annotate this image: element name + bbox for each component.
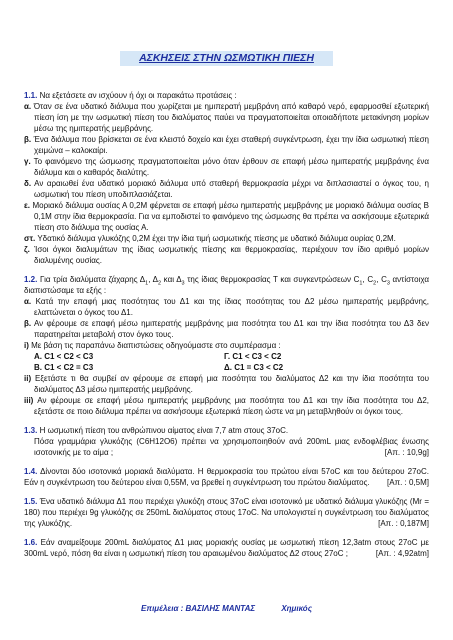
exercise-number: 1.6. — [24, 538, 38, 547]
sub-question: ii) Εξετάστε τι θα συμβεί αν φέρουμε σε επαφή μια ποσότητα του διαλύματος Δ2 και την ίδια ποσότητα του διαλύματος Δ3 μέσω ημιπερατής μεμβράνης. — [24, 374, 429, 394]
option-b: Β. C1 < C2 = C3 — [34, 363, 94, 372]
statement-item: α. Κατά την επαφή μιας ποσότητας του Δ1 και της ίδιας ποσότητας του Δ2 μέσω ημιπερατής μεμβράνης, ελαττώνεται ο όγκος του Δ1. — [24, 297, 429, 317]
answer-options-row — [24, 351, 429, 362]
statement-item: στ. Υδατικό διάλυμα γλυκόζης 0,2Μ έχει την ίδια τιμή ωσμωτικής πίεσης με υδατικό διάλυμα ουρίας 0,2Μ. — [24, 234, 396, 243]
answer-options-row — [24, 362, 429, 373]
exercise-1-3: 1.3. Η ωσμωτική πίεση του ανθρώπινου αίματος είναι 7,7 atm στους 37oC. Πόσα γραμμάρια γλυκόζης (C6H12O6) πρέπει να χρησιμοποιηθούν ανά 200mL μιας ενδοφλέβιας ένωσης ισοτονικής με το αίμα ; [Απ. : 10,9g] — [24, 426, 429, 457]
footer-author: Επιμέλεια : ΒΑΣΙΛΗΣ ΜΑΝΤΑΣ — [141, 604, 256, 613]
exercise-number: 1.1. — [24, 91, 38, 100]
statement-item: ζ. Ίσοι όγκοι διαλυμάτων της ίδιας ωσμωτικής πίεσης και θερμοκρασίας, περιέχουν τον ίδιο αριθμό μορίων διαλυμένης ουσίας. — [24, 245, 429, 265]
answer-text: [Απ. : 10,9g] — [384, 448, 429, 457]
exercise-1-4: 1.4. Δίνονται δύο ισοτονικά μοριακά διαλύματα. Η θερμοκρασία του πρώτου είναι 57oC και του δεύτερου 27oC. Εάν η συγκέντρωση του δεύτερου είναι 0,55Μ, να βρεθεί η συγκέντρωση του πρώτου διαλύματος. [Απ. : 0,5Μ] — [24, 467, 430, 487]
answer-text: [Απ. : 4,92atm] — [375, 549, 429, 558]
exercise-prompt: 1.2. Για τρία διαλύματα ζάχαρης $\Delta_1$, $\Delta_2$ και $\Delta_3$ της ίδιας θερμοκρασίας Τ και συγκεντρώσεων $C_1$, $C_2$, $C_3$ αντίστοιχα διαπιστώσαμε τα εξής : — [24, 275, 429, 295]
statement-item: δ. Αν αραιωθεί ένα υδατικό μοριακό διάλυμα υπό σταθερή θερμοκρασία μέχρι να διπλασιαστεί ο όγκος του, η ωσμωτική του πίεση υποδιπλασιάζεται. — [24, 179, 430, 199]
option-d: Δ. C1 = C3 < C2 — [224, 363, 284, 372]
exercise-number: 1.5. — [24, 497, 38, 506]
option-a: Α. C1 < C2 < C3 — [34, 352, 94, 361]
exercise-1-1 — [24, 90, 429, 266]
exercise-1-6: 1.6. Εάν αναμείξουμε 200mL διαλύματος Δ1 μιας μοριακής ουσίας με ωσμωτική πίεση 12,3atm στους 27oC με 300mL νερό, πόση θα είναι η ωσμωτική πίεση του αραιωμένου διαλύματος Δ2 στους 27oC ; [Απ. : 4,92atm] — [24, 538, 429, 558]
footer-role: Χημικός — [281, 604, 312, 613]
statement-item: β. Ένα διάλυμα που βρίσκεται σε ένα κλειστό δοχείο και έχει σταθερή συγκέντρωση, έχει την ίδια ωσμωτική πίεση χειμώνα – καλοκαίρι. — [24, 135, 429, 155]
answer-text: [Απ. : 0,187Μ] — [378, 519, 429, 528]
statement-item: β. Αν φέρουμε σε επαφή μέσω ημιπερατής μεμβράνης μια ποσότητα του Δ1 και την ίδια ποσότητα του Δ3 δεν παρατηρείται μεταβολή στον όγκο τους. — [24, 319, 430, 339]
exercise-number: 1.3. — [24, 426, 38, 435]
exercise-prompt: Να εξετάσετε αν ισχύουν ή όχι οι παρακάτω προτάσεις : — [39, 91, 237, 100]
statement-item: α. Όταν σε ένα υδατικό διάλυμα που χωρίζεται με ημιπερατή μεμβράνη από καθαρό νερό, εφαρμοσθεί εξωτερική πίεση ίση με την ωσμωτική πίεση του διαλύματος παύει να πραγματοποιείται οποιαδήποτε μετακίνηση μορίων μέσω της ημιπερατής μεμβράνης. — [24, 102, 429, 133]
exercise-1-2 — [24, 274, 429, 417]
answer-text: [Απ. : 0,5Μ] — [387, 478, 429, 487]
statement-item: ε. Μοριακό διάλυμα ουσίας Α 0,2Μ φέρνεται σε επαφή μέσω ημιπερατής μεμβράνης με μοριακό διάλυμα ουσίας Β 0,1Μ στην ίδια θερμοκρασία. Για να εμποδιστεί το φαινόμενο της ώσμωσης θα πρέπει να ασκήσουμε εξωτερικά πίεση στο διάλυμα της ουσίας Α. — [24, 201, 429, 232]
exercise-list — [24, 90, 429, 559]
sub-question: i) Με βάση τις παραπάνω διαπιστώσεις οδηγούμαστε στο συμπέρασμα : — [24, 341, 281, 350]
exercise-number: 1.4. — [24, 467, 38, 476]
page-footer — [0, 604, 453, 613]
exercise-1-5: 1.5. Ένα υδατικό διάλυμα Δ1 που περιέχει γλυκόζη στους 37oC είναι ισοτονικό με υδατικό διάλυμα γλυκόζης (Mr = 180) που περιέχει 9g γλυκόζης σε 250mL διαλύματος στους 17oC. Να υπολογιστεί η συγκέντρωση του διαλύματος της γλυκόζης. [Απ. : 0,187Μ] — [24, 497, 429, 528]
sub-question: iii) Αν φέρουμε σε επαφή μέσω ημιπερατής μεμβράνης μια ποσότητα του Δ1 και την ίδια ποσότητα του Δ2, εξετάστε σε ποιο διάλυμα πρέπει να ασκήσουμε εξωτερικά πίεση ώστε να μη μεταβληθούν οι όγκοι τους. — [24, 396, 429, 416]
page-title: ΑΣΚΗΣΕΙΣ ΣΤΗΝ ΩΣΜΩΤΙΚΗ ΠΙΕΣΗ — [120, 51, 333, 66]
option-c: Γ. C1 < C3 < C2 — [224, 352, 282, 361]
statement-item: γ. Το φαινόμενο της ώσμωσης πραγματοποιείται μόνο όταν έρθουν σε επαφή μέσω ημιπερατής μεμβράνης ένα διάλυμα και ο καθαρός διαλύτης. — [24, 157, 430, 177]
